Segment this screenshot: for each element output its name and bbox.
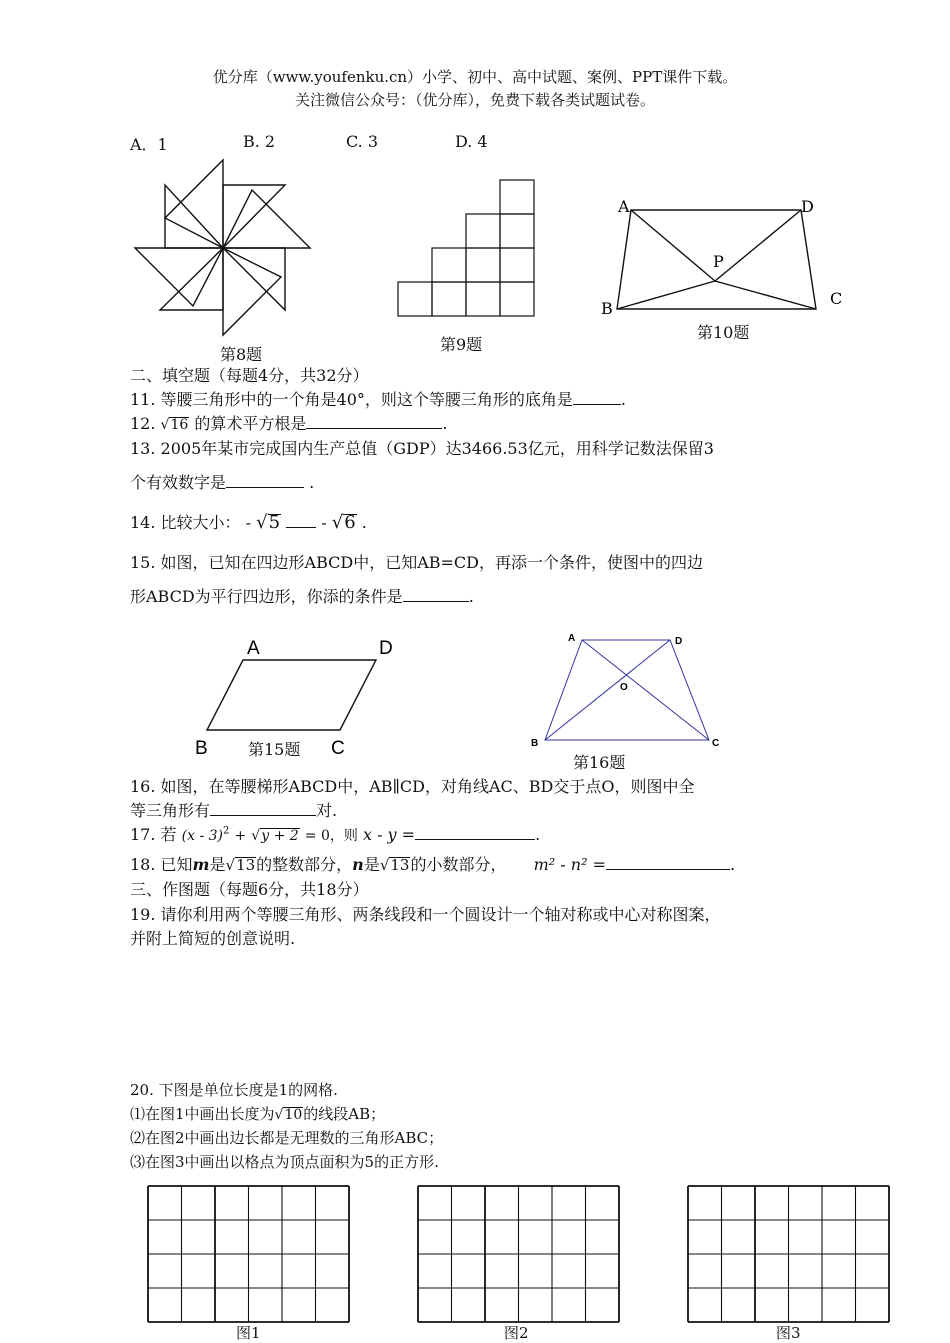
q14-radicand-1: 5 xyxy=(268,512,281,533)
question-20-intro: 20. 下图是单位长度是1的网格. xyxy=(130,1081,338,1099)
q14-blank[interactable] xyxy=(286,513,316,528)
question-15-line-2 xyxy=(130,584,474,607)
q18-sqrt-2: √13 xyxy=(379,856,410,874)
q14-text: 14. 比较大小： xyxy=(130,513,241,532)
option-c: C. 3 xyxy=(346,132,379,151)
question-20-part-1 xyxy=(130,1103,385,1124)
figure-8-caption: 第8题 xyxy=(220,345,263,364)
fig10-label-p: P xyxy=(713,252,724,271)
q12-text: 的算术平方根是 xyxy=(194,414,307,433)
q20-radicand: 10 xyxy=(284,1107,303,1123)
q14-neg-1: - xyxy=(245,513,252,532)
q11-blank[interactable] xyxy=(573,390,621,405)
question-14 xyxy=(130,510,367,533)
option-a: A．1 xyxy=(130,135,168,154)
fig15-label-d: D xyxy=(379,638,393,659)
q18-radicand-1: 13 xyxy=(236,856,256,874)
option-b: B. 2 xyxy=(243,132,276,151)
q16-blank[interactable] xyxy=(210,801,316,816)
q18-text5: 的小数部分， xyxy=(410,855,507,874)
question-19-line-2: 并附上简短的创意说明. xyxy=(130,929,296,948)
q18-text4: 是 xyxy=(363,855,380,874)
q13-blank[interactable] xyxy=(226,473,304,488)
fig10-label-a: A xyxy=(618,197,630,216)
q13-end: . xyxy=(309,473,315,492)
q12-end: . xyxy=(442,414,448,433)
q17-end: . xyxy=(535,825,541,844)
q18-text2: 是 xyxy=(209,855,226,874)
q17-eq0: = 0，则 xyxy=(304,828,358,844)
figure-16-trapezoid xyxy=(525,630,725,755)
q15-end: . xyxy=(468,587,474,606)
q17-sqrt: √y + 2 xyxy=(251,828,299,844)
section-3-title: 三、作图题（每题6分，共18分） xyxy=(130,880,369,899)
grid-caption-1: 图1 xyxy=(236,1324,261,1342)
q17-plus: + xyxy=(234,828,247,844)
fig10-label-b: B xyxy=(601,299,613,318)
q14-end: . xyxy=(361,513,367,532)
figure-10-trapezoid xyxy=(598,195,848,325)
figure-9-staircase xyxy=(396,178,538,320)
fig16-label-b: B xyxy=(531,738,539,749)
q12-sqrt: √16 xyxy=(160,417,189,433)
grid-caption-3: 图3 xyxy=(776,1324,801,1342)
figure-10-caption: 第10题 xyxy=(697,323,750,342)
q11-end: . xyxy=(620,390,626,409)
q17-expr1: (x - 3) xyxy=(181,828,223,844)
figure-16-caption: 第16题 xyxy=(573,753,626,772)
question-13-line-1: 13. 2005年某市完成国内生产总值（GDP）达3466.53亿元，用科学记数法保留3 xyxy=(130,439,714,458)
fig10-label-d: D xyxy=(801,197,814,216)
question-18 xyxy=(130,852,735,875)
question-16-line-1: 16. 如图，在等腰梯形ABCD中，AB∥CD，对角线AC、BD交于点O，则图中全 xyxy=(130,777,695,796)
q18-end: . xyxy=(729,855,736,874)
grid-figure-3[interactable] xyxy=(687,1185,891,1323)
q14-neg-2: - xyxy=(321,513,327,532)
section-2-title: 二、填空题（每题4分，共32分） xyxy=(130,366,369,385)
q13-text: 个有效数字是 xyxy=(130,473,227,492)
q18-blank[interactable] xyxy=(606,855,730,870)
grid-figure-1[interactable] xyxy=(147,1185,351,1323)
question-20-part-2: ⑵在图2中画出边长都是无理数的三角形ABC； xyxy=(130,1129,444,1147)
q20-p1-text-b: 的线段AB； xyxy=(303,1105,386,1123)
q20-p1-text-a: ⑴在图1中画出长度为 xyxy=(130,1105,275,1123)
q14-sqrt-6: √6 xyxy=(331,512,356,533)
q18-sqrt-1: √13 xyxy=(225,856,256,874)
q17-square: 2 xyxy=(223,825,230,837)
fig15-label-b: B xyxy=(195,738,208,759)
q11-text: 11. 等腰三角形中的一个角是40°，则这个等腰三角形的底角是 xyxy=(130,390,573,409)
header-line-1: 优分库（www.youfenku.cn）小学、初中、高中试题、案例、PPT课件下载。 xyxy=(212,68,738,86)
question-17 xyxy=(130,822,540,845)
question-16-line-2 xyxy=(130,798,337,821)
fig16-label-c: C xyxy=(712,738,720,749)
q18-n: n xyxy=(352,855,364,874)
question-11 xyxy=(130,387,626,410)
fig16-label-a: A xyxy=(568,633,576,644)
question-13-line-2 xyxy=(130,470,314,493)
fig16-label-o: O xyxy=(620,682,628,693)
q16-text: 等三角形有 xyxy=(130,801,211,820)
figure-15-caption: 第15题 xyxy=(248,740,301,759)
fig15-label-c: C xyxy=(331,738,345,759)
q14-radicand-2: 6 xyxy=(344,512,356,533)
fig15-label-a: A xyxy=(247,638,260,659)
q17-radicand: y + 2 xyxy=(261,828,299,844)
fig10-label-c: C xyxy=(830,289,843,308)
grid-caption-2: 图2 xyxy=(504,1324,529,1342)
q18-expr: m² - n² = xyxy=(533,855,606,874)
q12-blank[interactable] xyxy=(306,414,442,429)
q18-radicand-2: 13 xyxy=(390,856,410,874)
q17-expr2: x - y = xyxy=(362,825,416,844)
q18-text3: 的整数部分， xyxy=(256,855,353,874)
question-15-line-1: 15. 如图，已知在四边形ABCD中，已知AB=CD，再添一个条件，使图中的四边 xyxy=(130,553,704,572)
grid-figure-2[interactable] xyxy=(417,1185,621,1323)
question-19-line-1: 19. 请你利用两个等腰三角形、两条线段和一个圆设计一个轴对称或中心对称图案， xyxy=(130,905,721,924)
question-12 xyxy=(130,411,448,434)
q15-blank[interactable] xyxy=(403,587,469,602)
q16-end: 对. xyxy=(316,801,338,820)
fig16-label-d: D xyxy=(675,636,683,647)
q12-radicand: 16 xyxy=(170,417,189,433)
q12-num: 12. xyxy=(130,414,156,433)
q14-sqrt-5: √5 xyxy=(256,512,281,533)
question-20-part-3: ⑶在图3中画出以格点为顶点面积为5的正方形. xyxy=(130,1153,439,1171)
q20-sqrt: √10 xyxy=(274,1107,303,1123)
option-d: D. 4 xyxy=(455,132,488,151)
q17-blank[interactable] xyxy=(415,825,535,840)
header-line-2: 关注微信公众号：（优分库），免费下载各类试题试卷。 xyxy=(294,91,655,109)
q18-m: m xyxy=(192,855,210,874)
q17-text: 17. 若 xyxy=(130,825,177,844)
figure-9-caption: 第9题 xyxy=(440,335,483,354)
q18-text1: 18. 已知 xyxy=(130,855,193,874)
figure-8-pinwheel xyxy=(130,155,320,340)
q15-text: 形ABCD为平行四边形，你添的条件是 xyxy=(130,587,403,606)
